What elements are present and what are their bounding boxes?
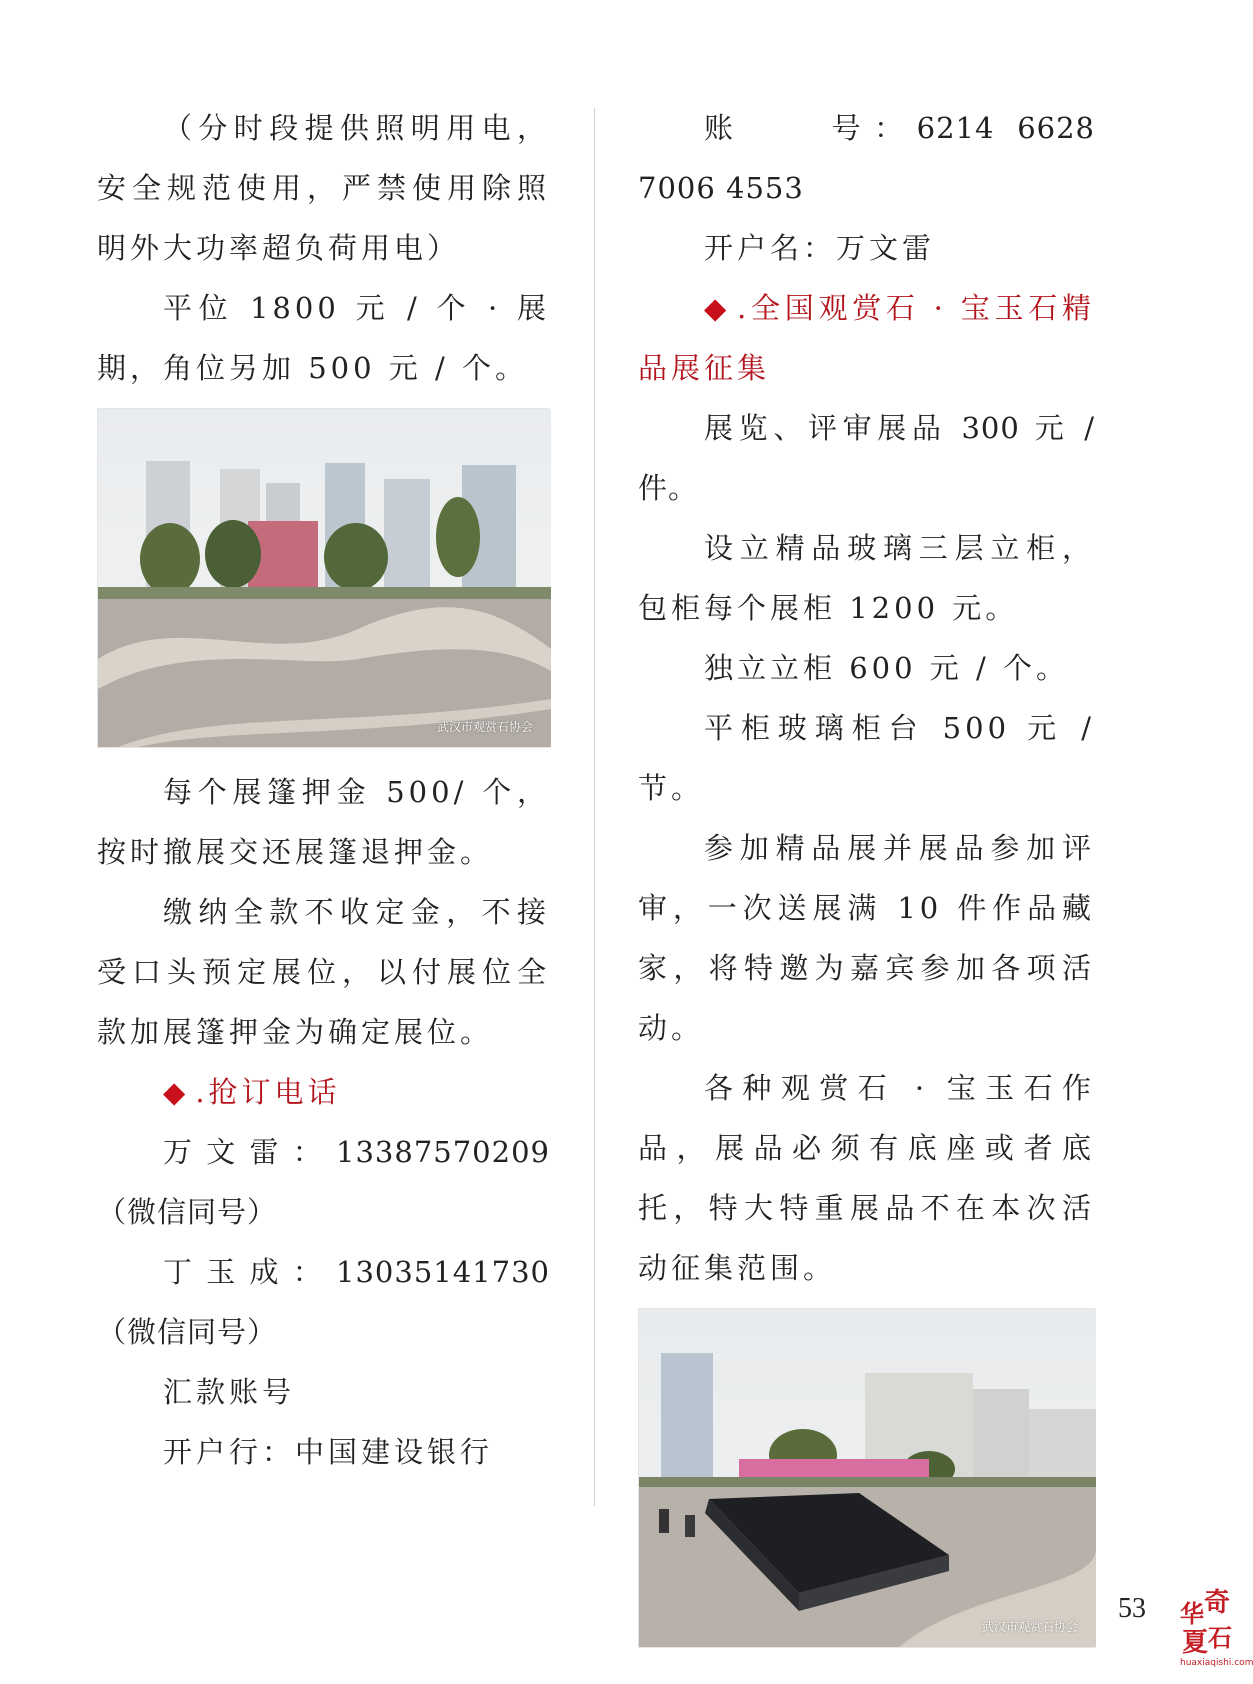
section-exhibition-heading bbox=[638, 278, 1095, 398]
photo2-watermark: 武汉市观赏石协会 bbox=[981, 1620, 1078, 1634]
plaza-photo-2-image bbox=[639, 1309, 1096, 1647]
section-hotline-title: .抢订电话 bbox=[195, 1075, 341, 1109]
huaxia-qishi-logo bbox=[1180, 1582, 1253, 1680]
paragraph-tent-deposit: 每个展篷押金 500/ 个，按时撤展交还展篷退押金。 bbox=[97, 775, 550, 869]
account-name: 开户名：万文雷 bbox=[704, 231, 936, 265]
paragraph-requirements: 各种观赏石 · 宝玉石作品，展品必须有底座或者底托，特大特重展品不在本次活动征集范围。 bbox=[638, 1071, 1095, 1285]
bank-name: 开户行：中国建设银行 bbox=[163, 1435, 494, 1469]
plaza-photo-1 bbox=[97, 408, 550, 748]
fee-exhibit-review: 展览、评审展品 300 元 / 件。 bbox=[638, 411, 1095, 505]
logo-url: huaxiaqishi.com bbox=[1180, 1658, 1253, 1668]
photo1-watermark: 武汉市观赏石协会 bbox=[436, 720, 533, 734]
page-number: 53 bbox=[1118, 1593, 1146, 1624]
logo-char: 奇 bbox=[1204, 1588, 1231, 1618]
fee-flat-counter: 平柜玻璃柜台 500 元 / 节。 bbox=[638, 711, 1095, 805]
paragraph-lighting-note: （分时段提供照明用电，安全规范使用，严禁使用除照明外大功率超负荷用电） bbox=[97, 111, 550, 265]
plaza-photo-1-image bbox=[98, 409, 551, 747]
account-number: 账 号：6214 6628 7006 4553 bbox=[638, 111, 1095, 205]
column-divider bbox=[594, 108, 595, 1506]
fee-glass-cabinet: 设立精品玻璃三层立柜，包柜每个展柜 1200 元。 bbox=[638, 531, 1095, 625]
contact-ding-yucheng: 丁玉成：13035141730（微信同号） bbox=[97, 1255, 550, 1349]
fee-standalone-cabinet: 独立立柜 600 元 / 个。 bbox=[704, 651, 1069, 685]
left-column bbox=[97, 98, 550, 1482]
paragraph-full-payment: 缴纳全款不收定金，不接受口头预定展位，以付展位全款加展篷押金为确定展位。 bbox=[97, 895, 550, 1049]
section-exhibition-title: .全国观赏石 · 宝玉石精品展征集 bbox=[638, 291, 1095, 385]
diamond-bullet-icon: ◆ bbox=[163, 1075, 190, 1109]
paragraph-review-guests: 参加精品展并展品参加评审，一次送展满 10 件作品藏家，将特邀为嘉宾参加各项活动。 bbox=[638, 831, 1095, 1045]
remittance-label: 汇款账号 bbox=[163, 1375, 296, 1409]
logo-char: 华 bbox=[1180, 1600, 1204, 1628]
diamond-bullet-icon: ◆ bbox=[704, 291, 732, 325]
logo-char: 石 bbox=[1208, 1624, 1232, 1652]
section-hotline-heading bbox=[97, 1062, 550, 1122]
logo-char: 夏 bbox=[1182, 1628, 1209, 1658]
paragraph-booth-price: 平位 1800 元 / 个 · 展期，角位另加 500 元 / 个。 bbox=[97, 291, 550, 385]
plaza-photo-2 bbox=[638, 1308, 1095, 1648]
contact-wan-wenlei: 万文雷：13387570209（微信同号） bbox=[97, 1135, 550, 1229]
right-column bbox=[638, 98, 1095, 1662]
